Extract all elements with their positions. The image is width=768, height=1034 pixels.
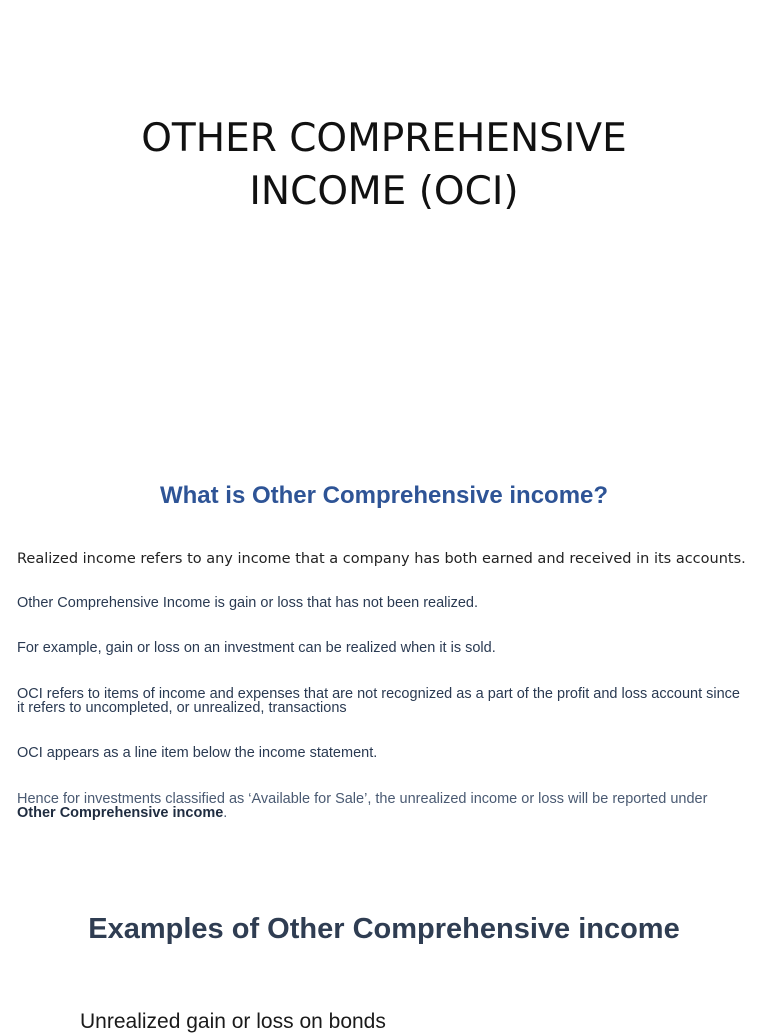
afs-text-after: . (223, 805, 228, 821)
afs-bold-text: Other Comprehensive income (17, 805, 224, 821)
paragraph-realized-income: Realized income refers to any income that a company has both earned and received in its accounts. (17, 551, 746, 567)
paragraph-oci-definition: Other Comprehensive Income is gain or loss that has not been realized. (17, 595, 479, 611)
title-line-1: OTHER COMPREHENSIVE (141, 116, 627, 161)
examples-heading: Examples of Other Comprehensive income (88, 913, 680, 945)
afs-text-before: Hence for investments classified as ‘Available for Sale’, the unrealized income or loss will be reported under (17, 791, 708, 807)
paragraph-available-for-sale (17, 792, 747, 820)
example-item: Unrealized gain or loss on bonds (80, 1010, 386, 1033)
what-is-oci-heading: What is Other Comprehensive income? (159, 482, 609, 509)
page-title (0, 112, 768, 218)
paragraph-line-item: OCI appears as a line item below the income statement. (17, 745, 378, 761)
paragraph-example: For example, gain or loss on an investment can be realized when it is sold. (17, 640, 496, 656)
title-line-2: INCOME (OCI) (249, 169, 519, 214)
paragraph-oci-items: OCI refers to items of income and expenses that are not recognized as a part of the profit and loss account since it refers to uncompleted, or unrealized, transactions (17, 686, 740, 716)
